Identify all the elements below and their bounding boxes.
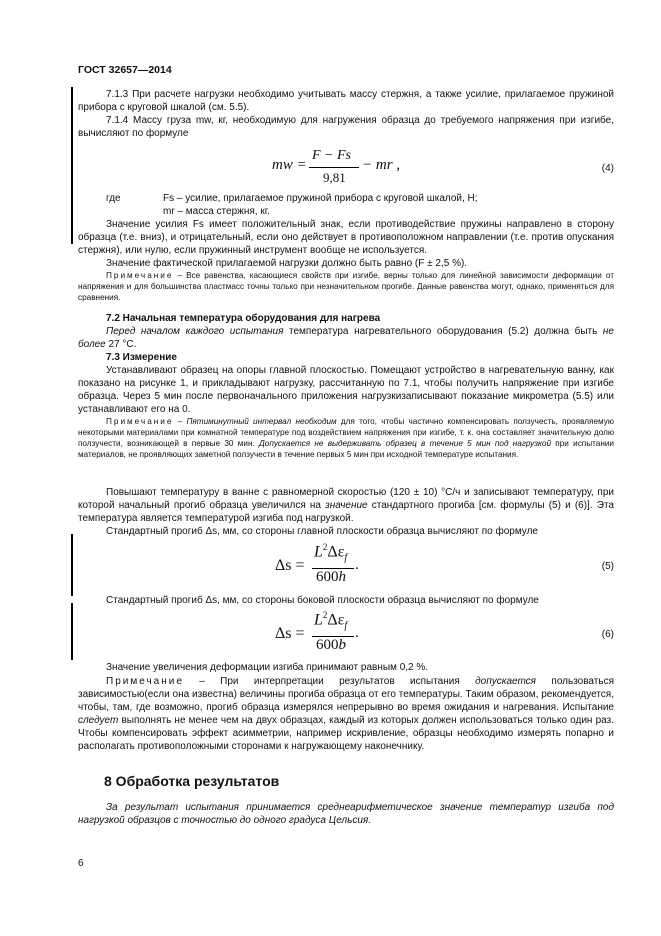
clause-7-1-4: 7.1.4 Массу груза mw, кг, необходимую для нагружения образца до требуемого напряжения при изгибе, вычисляют по формуле — [78, 115, 614, 139]
force-sign-paragraph: Значение усилия Fs имеет положительный знак, если противодействие пружины направлено в сторону образца (т.е. вниз), и отрицательный, если оно действует в противоположном направлении (т.е. против опускания стержня), или нулю, если пружинный инструмент вообще не используется. — [78, 219, 614, 256]
note-3-italic-1: допускается — [475, 676, 537, 687]
formula-6-number: (6) — [601, 629, 614, 640]
section-7-3-text: Устанавливают образец на опоры главной плоскостью. Помещают устройство в нагревательную ванну, как показано на рисунке 1, и прикладывают нагрузку, рассчитанную по 7.1, чтобы получить напряжение при изгибе образца. Через 5 мин после первоначального приложения нагрузкизаписывают показание микрометра (5.5) или устанавливают его на 0. — [78, 365, 614, 415]
section-7-2-italic-1: Перед началом каждого испытания — [106, 326, 284, 337]
formula-5-numerator: $L^2\Delta\varepsilon_f$ — [314, 542, 348, 564]
formula-5-lhs: Δs = — [275, 557, 305, 574]
note-3-text-1: – При интерпретации результатов испытания — [183, 676, 476, 687]
formula-5-tail: . — [355, 557, 359, 573]
section-7-2-text-4: 27 °С. — [105, 339, 137, 350]
temperature-raise-paragraph — [78, 486, 614, 525]
raise-text-3: стандартного прогиба [см. формулы (5) и (6)]. Эта температура является температурой изгиба под нагрузкой. — [78, 500, 614, 524]
note-label: Примечание — [106, 676, 184, 687]
formula-4-numerator: F − Fs — [312, 148, 351, 163]
formula-6-denominator: 600b — [316, 637, 346, 653]
note-text: – Все равенства, касающиеся свойств при изгибе, верны только для линейной зависимости деформации от напряжения и для большинства пластмасс точны только при незначительном прогибе. Данные равенства могут, однако, применяться для сравнения. — [78, 271, 614, 302]
fraction-bar — [309, 167, 359, 168]
change-bar — [71, 534, 73, 596]
section-7-3-heading: 7.3 Измерение — [106, 352, 177, 363]
formula-5-denominator: 600h — [316, 569, 346, 585]
note-3-text-5: выполнять не менее чем на двух образцах, каждый из которых должен использоваться только один раз. Чтобы компенсировать эффект асимметрии, например искривление, образцы необходимо измерять попарно и располагать противоположными сторонами к нагружающему наконечнику. — [78, 715, 614, 752]
note-3 — [78, 675, 614, 753]
note-label: Примечание — [106, 271, 174, 280]
change-bar — [71, 87, 73, 244]
note-italic-2: Допускается не выдерживать образец в течение 5 мин под нагрузкой — [259, 439, 552, 448]
note-text-5: при испытании материалов, не проявляющих заметной ползучести в течение первых 5 мин при исходной температуре испытания. — [78, 439, 614, 459]
standard-deflection-main: Стандартный прогиб Δs, мм, со стороны главной плоскости образца вычисляют по формуле — [106, 526, 538, 537]
note-3-italic-2: следует — [78, 715, 119, 726]
raise-text-1: Повышают температуру в ванне с равномерной скоростью (120 ± 10) °С/ч и записывают температуру, при которой начальный прогиб образца увеличился на — [78, 487, 614, 511]
where-line-2: mr – масса стержня, кг. — [163, 206, 270, 217]
note-italic-1: Пятиминутный интервал необходим — [186, 417, 337, 426]
note-text-3: для того, чтобы частично компенсировать ползучесть, проявляемую некоторыми материалами при комнатной температуре под воздействием напряжения при изгибе, т. к. она составляет значительную долю ползучести, возникающей в первые 30 мин. — [78, 417, 614, 448]
change-bar — [71, 603, 73, 660]
formula-5-number: (5) — [601, 561, 614, 572]
where-label: где — [106, 193, 121, 204]
section-7-2-heading: 7.2 Начальная температура оборудования для нагрева — [106, 313, 381, 324]
actual-load-paragraph: Значение фактической прилагаемой нагрузки должно быть равно (F ± 2,5 %). — [106, 258, 468, 269]
where-line-1: Fs – усилие, прилагаемое пружиной прибора с круговой шкалой, Н; — [163, 193, 478, 204]
note-label: Примечание — [106, 417, 174, 426]
formula-4-lhs: mw = — [272, 157, 307, 173]
raise-italic: значение — [325, 500, 368, 511]
standard-deflection-side: Стандартный прогиб Δs, мм, со стороны боковой плоскости образца вычисляют по формуле — [106, 595, 539, 606]
section-8-text: За результат испытания принимается среднеарифметическое значение температур изгиба под нагрузкой образцов с точностью до одного градуса Цельсия. — [78, 802, 614, 826]
page-number: 6 — [78, 858, 84, 869]
section-7-2-text-2: температура нагревательного оборудования (5.2) должна быть — [283, 326, 603, 337]
note-dash: – — [177, 417, 183, 426]
formula-6-tail: . — [355, 625, 359, 641]
clause-7-1-3: 7.1.3 При расчете нагрузки необходимо учитывать массу стержня, а также усилие, прилагаемое пружиной прибора с круговой шкалой (см. 5.5). — [78, 89, 614, 113]
document-title: ГОСТ 32657—2014 — [78, 64, 172, 76]
section-8-heading: 8 Обработка результатов — [104, 773, 280, 789]
formula-4-number: (4) — [601, 163, 614, 174]
note-2 — [78, 416, 614, 460]
deformation-increase: Значение увеличения деформации изгиба принимают равным 0,2 %. — [106, 662, 429, 673]
formula-4-denominator: 9,81 — [323, 170, 346, 185]
formula-6-numerator: $L^2\Delta\varepsilon_f$ — [314, 610, 348, 632]
note-1 — [78, 270, 614, 303]
formula-4-rest: − mr , — [362, 157, 401, 173]
formula-6-lhs: Δs = — [275, 625, 305, 642]
section-7-2-text — [78, 325, 614, 351]
note-3-text-3: пользоваться зависимостью(если она известна) величины прогиба образца от его температуры. Таким образом, рекомендуется, чтобы, там, где возможно, прогиб образца измерялся непрерывно во время ожидания и нагревания. Испытание — [78, 676, 614, 713]
section-7-2-italic-2: не более — [78, 326, 614, 350]
